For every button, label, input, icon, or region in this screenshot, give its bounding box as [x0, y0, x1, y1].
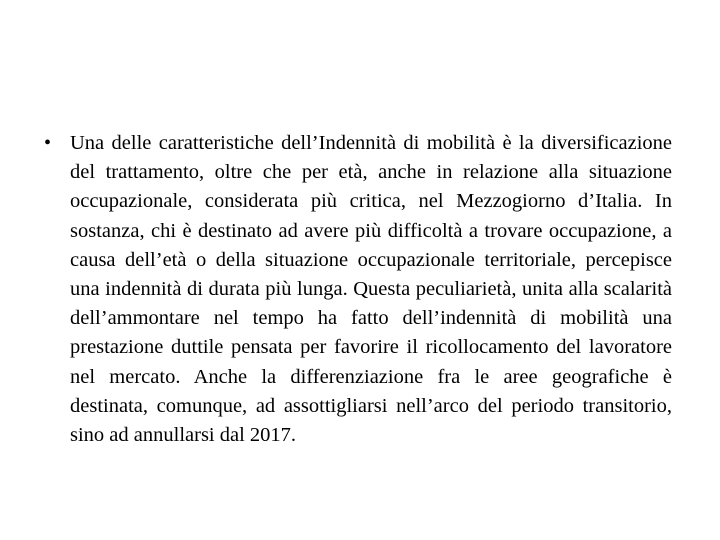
- bullet-item: [44, 129, 672, 450]
- bullet-list: [44, 129, 672, 450]
- bullet-marker: •: [44, 132, 52, 154]
- bullet-text: Una delle caratteristiche dell’Indennità di mobilità è la diversificazione del trattamento, oltre che per età, anche in relazione alla situazione occupazionale, considerata più critica, nel Mezzogiorno d’Italia. In sostanza, chi è destinato ad avere più difficoltà a trovare occupazione, a causa dell’età o della situazione occupazionale territoriale, percepisce una indennità di durata più lunga. Questa peculiarietà, unita alla scalarità dell’ammontare nel tempo ha fatto dell’indennità di mobilità una prestazione duttile pensata per favorire il ricollocamento del lavoratore nel mercato. Anche la differenziazione fra le aree geografiche è destinata, comunque, ad assottigliarsi nell’arco del periodo transitorio, sino ad annullarsi dal 2017.: [70, 132, 672, 447]
